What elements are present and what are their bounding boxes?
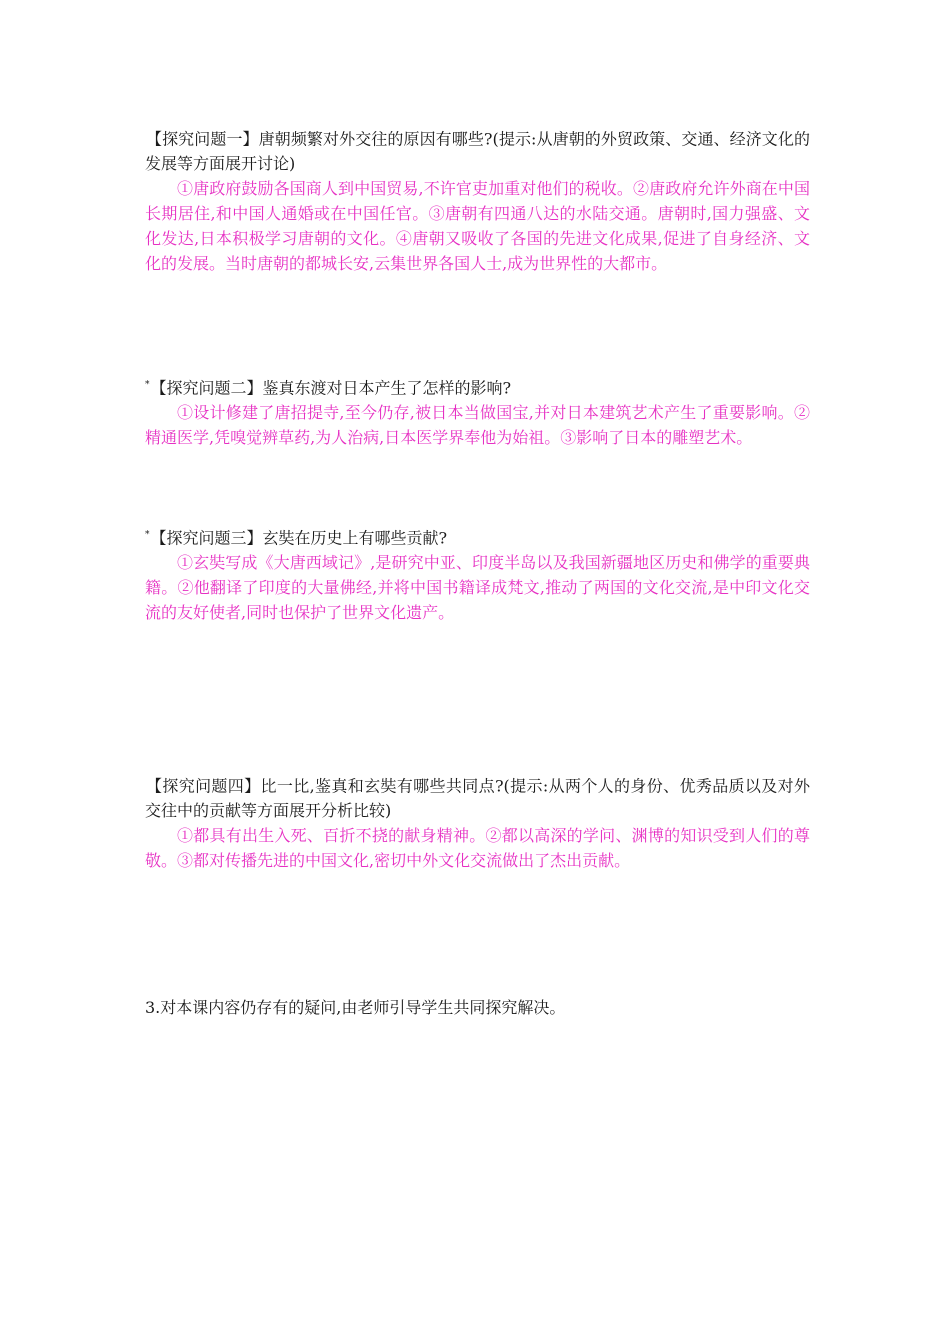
footer-item — [145, 995, 810, 1020]
star-marker: * — [145, 380, 150, 390]
inquiry-section-1 — [145, 124, 810, 276]
question-text: 【探究问题四】比一比,鉴真和玄奘有哪些共同点?(提示:从两个人的身份、优秀品质以及对外交往中的贡献等方面展开分析比较) — [145, 776, 810, 821]
inquiry-answer-3: ①玄奘写成《大唐西域记》,是研究中亚、印度半岛以及我国新疆地区历史和佛学的重要典籍。②他翻译了印度的大量佛经,并将中国书籍译成梵文,推动了两国的文化交流,是中印文化交流的友好使者,同时也保护了世界文化遗产。 — [145, 553, 810, 623]
inquiry-answer-2: ①设计修建了唐招提寺,至今仍存,被日本当做国宝,并对日本建筑艺术产生了重要影响。②精通医学,凭嗅觉辨草药,为人治病,日本医学界奉他为始祖。③影响了日本的雕塑艺术。 — [145, 403, 810, 448]
inquiry-section-3 — [145, 523, 810, 625]
question-text: 【探究问题二】鉴真东渡对日本产生了怎样的影响? — [150, 378, 512, 398]
inquiry-section-4 — [145, 771, 810, 873]
inquiry-question-3 — [145, 523, 810, 550]
question-text: 【探究问题一】唐朝频繁对外交往的原因有哪些?(提示:从唐朝的外贸政策、交通、经济文化的发展等方面展开讨论) — [145, 129, 810, 174]
inquiry-section-2 — [145, 373, 810, 450]
question-text: 【探究问题三】玄奘在历史上有哪些贡献? — [150, 528, 448, 548]
inquiry-question-2 — [145, 373, 810, 400]
footer-item-text: 3.对本课内容仍存有的疑问,由老师引导学生共同探究解决。 — [145, 998, 566, 1017]
inquiry-question-4 — [145, 771, 810, 823]
star-marker: * — [145, 530, 150, 540]
inquiry-answer-4: ①都具有出生入死、百折不挠的献身精神。②都以高深的学问、渊博的知识受到人们的尊敬。③都对传播先进的中国文化,密切中外文化交流做出了杰出贡献。 — [145, 826, 810, 871]
inquiry-question-1 — [145, 124, 810, 176]
inquiry-answer-1: ①唐政府鼓励各国商人到中国贸易,不许官吏加重对他们的税收。②唐政府允许外商在中国长期居住,和中国人通婚或在中国任官。③唐朝有四通八达的水陆交通。唐朝时,国力强盛、文化发达,日本积极学习唐朝的文化。④唐朝又吸收了各国的先进文化成果,促进了自身经济、文化的发展。当时唐朝的都城长安,云集世界各国人士,成为世界性的大都市。 — [145, 179, 810, 274]
